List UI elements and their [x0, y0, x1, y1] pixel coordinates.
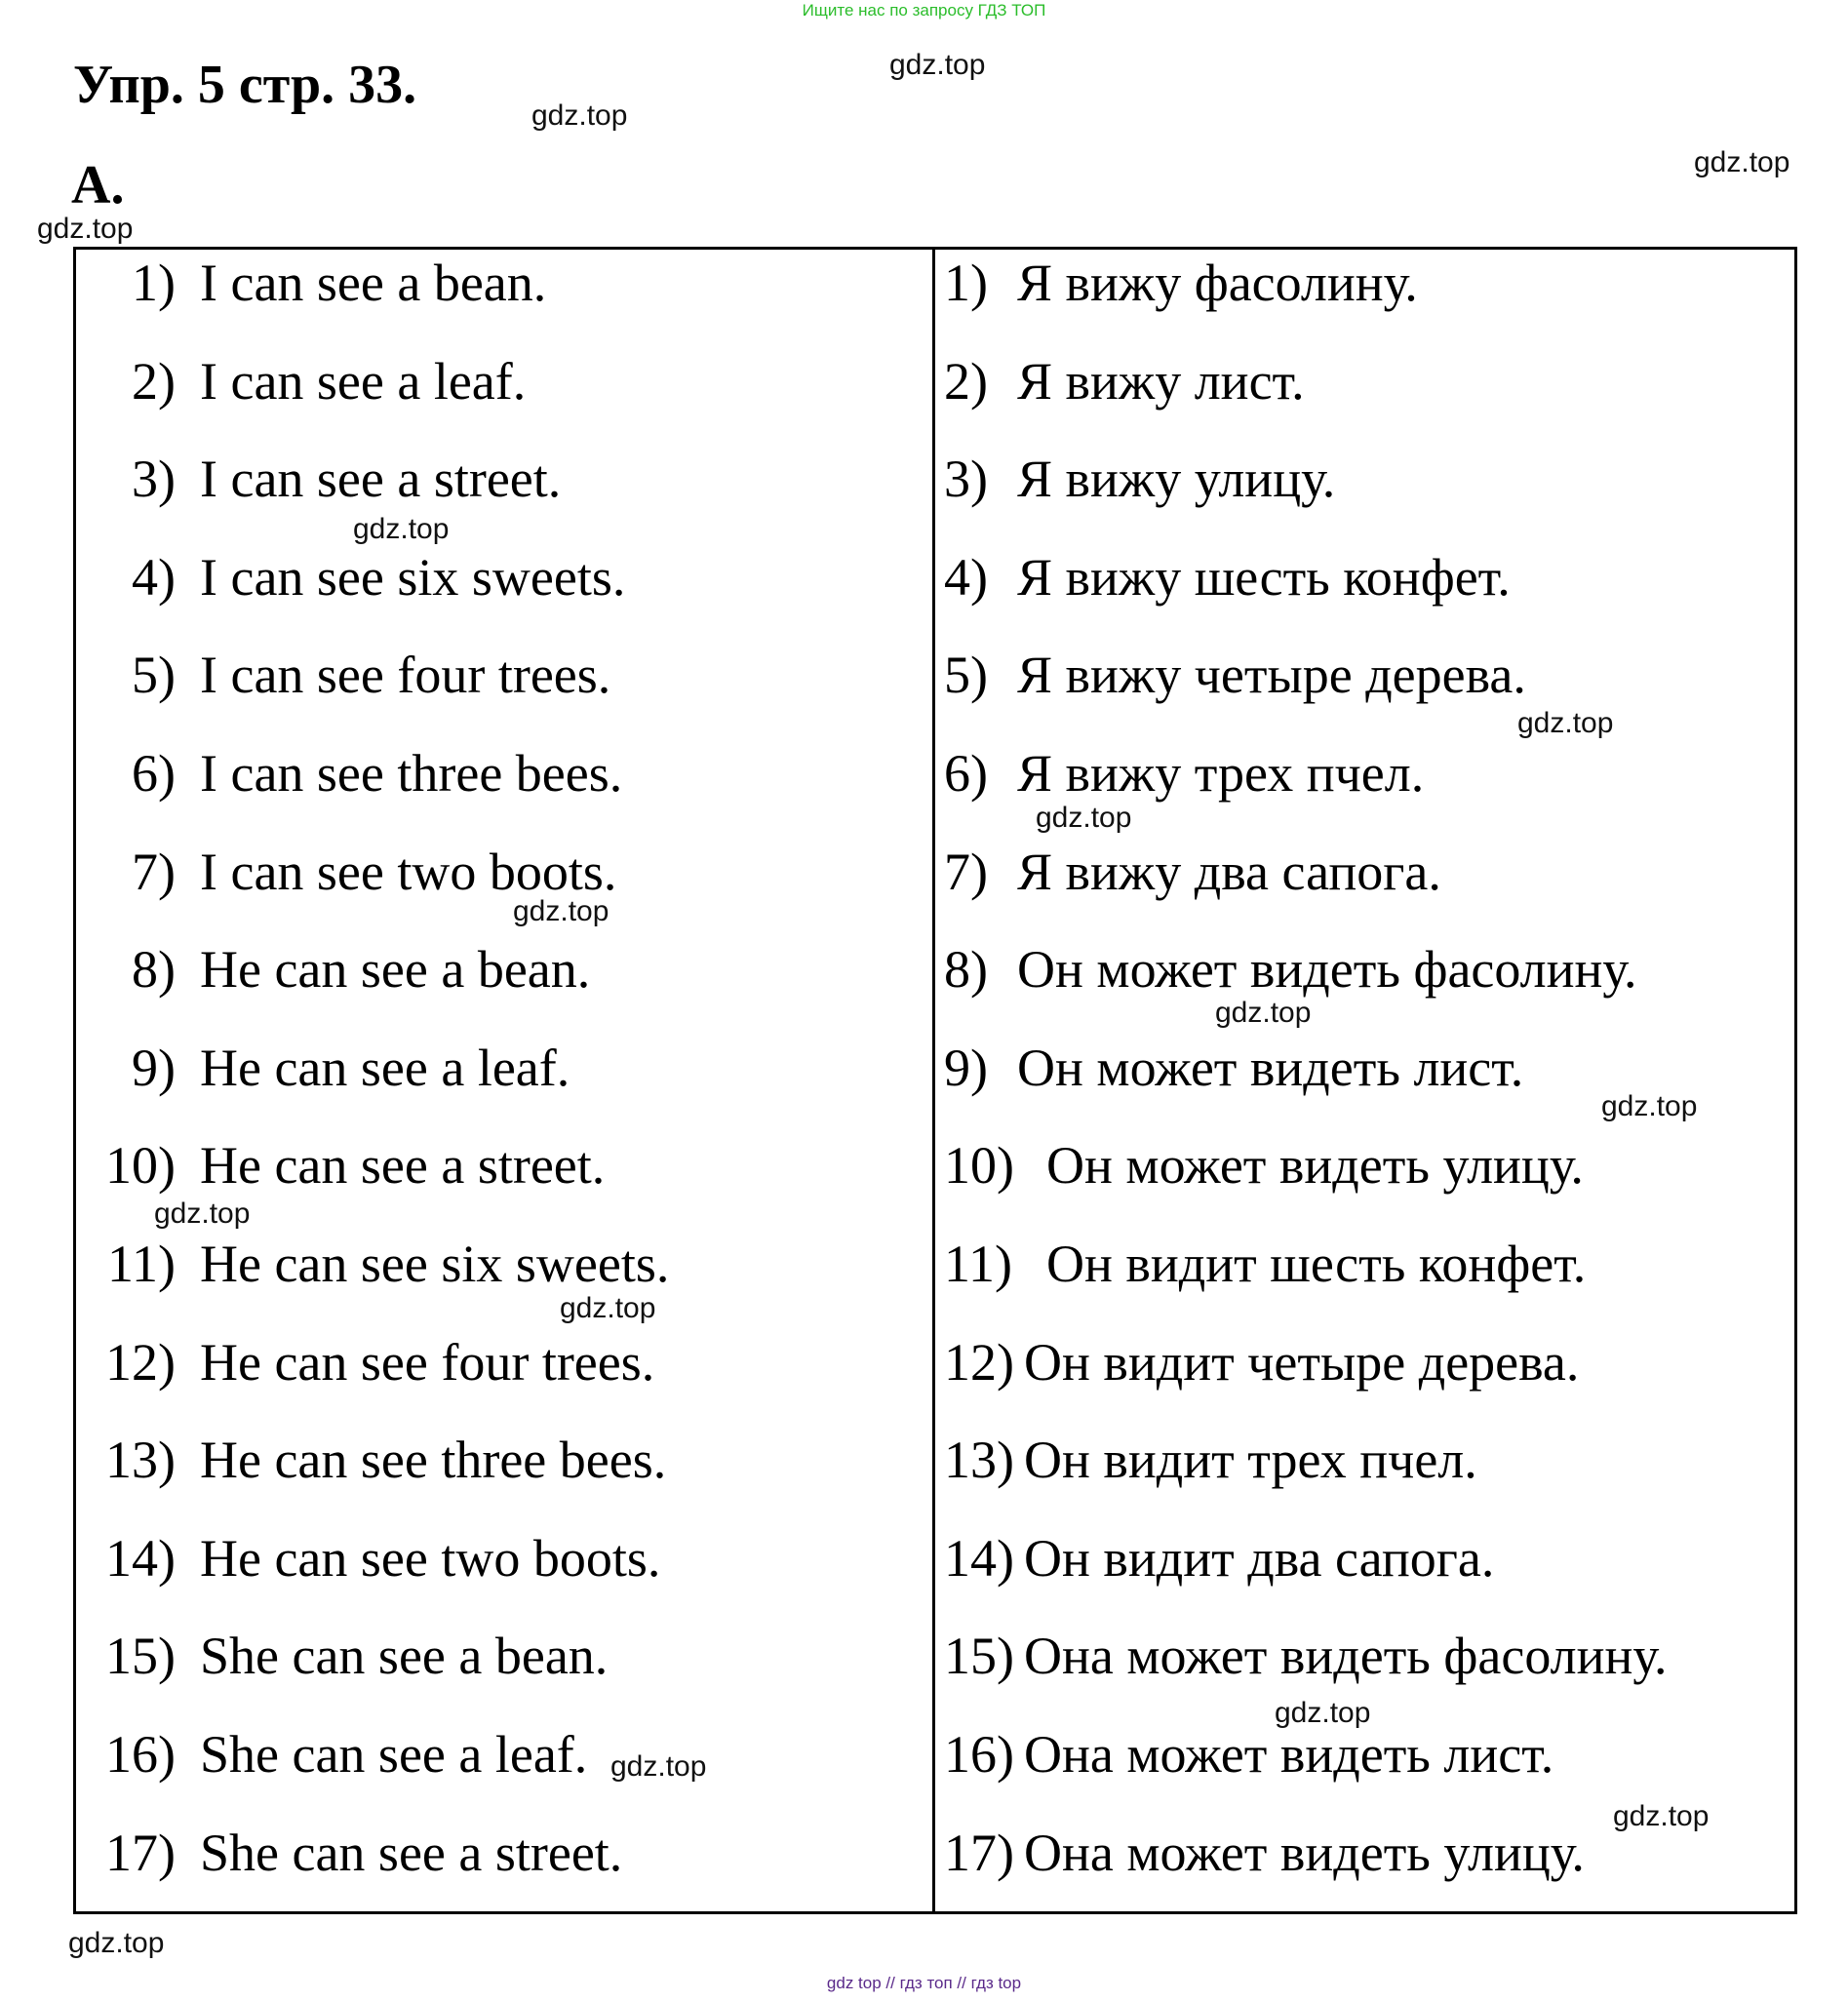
- watermark: gdz.top: [610, 1750, 707, 1783]
- item-number: 5): [944, 646, 988, 705]
- watermark: gdz.top: [68, 1927, 165, 1959]
- sentence-text: Он может видеть фасолину.: [1017, 940, 1637, 1000]
- sentence-text: He can see four trees.: [200, 1332, 655, 1392]
- item-number: 15): [105, 1627, 176, 1686]
- sentence-text: He can see two boots.: [200, 1528, 661, 1588]
- item-number: 17): [105, 1823, 176, 1882]
- sentence-text: Я вижу фасолину.: [1017, 254, 1418, 312]
- item-number: 7): [132, 842, 176, 901]
- item-number: 3): [132, 450, 176, 509]
- item-number: 6): [944, 744, 988, 803]
- sentence-text: I can see a street.: [200, 450, 562, 509]
- item-number: 13): [105, 1431, 176, 1490]
- sentence-text: I can see a leaf.: [200, 351, 527, 411]
- sentence-text: He can see a leaf.: [200, 1038, 570, 1097]
- item-number: 4): [132, 547, 176, 607]
- sentence-text: He can see six sweets.: [200, 1235, 670, 1293]
- item-number: 13): [944, 1431, 1014, 1490]
- watermark: gdz.top: [1215, 997, 1312, 1029]
- sentence-text: I can see three bees.: [200, 744, 623, 803]
- sentence-text: Я вижу трех пчел.: [1017, 744, 1425, 803]
- watermark: gdz.top: [154, 1197, 251, 1230]
- watermark: gdz.top: [1275, 1697, 1371, 1729]
- item-number: 4): [944, 547, 988, 607]
- sentence-text: Он может видеть улицу.: [1046, 1136, 1584, 1196]
- watermark: gdz.top: [1517, 707, 1614, 739]
- item-number: 11): [107, 1235, 176, 1293]
- sentence-text: He can see three bees.: [200, 1431, 667, 1490]
- sentence-text: Я вижу лист.: [1017, 351, 1305, 411]
- item-number: 16): [944, 1725, 1014, 1784]
- top-banner: Ищите нас по запросу ГДЗ ТОП: [802, 1, 1046, 20]
- item-number: 15): [944, 1627, 1014, 1686]
- sentence-text: Он может видеть лист.: [1017, 1038, 1524, 1097]
- footer: gdz top // гдз топ // гдз top: [826, 1974, 1022, 1992]
- page-title: Упр. 5 стр. 33.: [73, 55, 417, 115]
- sentence-text: Он видит шесть конфет.: [1046, 1235, 1587, 1293]
- sentence-text: Он видит четыре дерева.: [1024, 1332, 1580, 1392]
- item-number: 1): [944, 254, 988, 312]
- sentence-text: Я вижу четыре дерева.: [1017, 646, 1526, 705]
- item-number: 2): [132, 351, 176, 411]
- item-number: 8): [944, 940, 988, 1000]
- sentence-text: Она может видеть фасолину.: [1024, 1627, 1668, 1686]
- sentence-text: Я вижу два сапога.: [1017, 842, 1441, 901]
- sentence-text: She can see a bean.: [200, 1627, 609, 1686]
- item-number: 6): [132, 744, 176, 803]
- sentence-text: She can see a leaf.: [200, 1725, 588, 1784]
- item-number: 10): [944, 1136, 1014, 1196]
- item-number: 8): [132, 940, 176, 1000]
- sentence-text: Она может видеть улицу.: [1024, 1823, 1585, 1882]
- watermark: gdz.top: [560, 1292, 656, 1324]
- item-number: 14): [105, 1528, 176, 1588]
- sentence-text: I can see two boots.: [200, 842, 617, 901]
- sentence-text: Я вижу шесть конфет.: [1017, 547, 1511, 607]
- sentence-text: Я вижу улицу.: [1017, 450, 1336, 509]
- watermark: gdz.top: [353, 513, 450, 545]
- item-number: 17): [944, 1823, 1014, 1882]
- item-number: 5): [132, 646, 176, 705]
- sentence-text: I can see a bean.: [200, 254, 547, 312]
- item-number: 9): [132, 1038, 176, 1097]
- watermark: gdz.top: [513, 895, 609, 927]
- sentence-text: I can see six sweets.: [200, 547, 626, 607]
- item-number: 2): [944, 351, 988, 411]
- watermark: gdz.top: [889, 49, 986, 81]
- watermark: gdz.top: [1601, 1090, 1698, 1122]
- item-number: 14): [944, 1528, 1014, 1588]
- item-number: 16): [105, 1725, 176, 1784]
- sentence-text: Он видит два сапога.: [1024, 1528, 1495, 1588]
- sentence-text: She can see a street.: [200, 1823, 623, 1882]
- watermark: gdz.top: [37, 213, 134, 245]
- item-number: 12): [944, 1332, 1014, 1392]
- sentence-text: He can see a street.: [200, 1136, 606, 1196]
- item-number: 3): [944, 450, 988, 509]
- watermark: gdz.top: [531, 99, 628, 132]
- item-number: 12): [105, 1332, 176, 1392]
- item-number: 9): [944, 1038, 988, 1097]
- sentence-text: I can see four trees.: [200, 646, 611, 705]
- item-number: 1): [132, 254, 176, 312]
- watermark: gdz.top: [1613, 1800, 1710, 1832]
- item-number: 10): [105, 1136, 176, 1196]
- sentence-text: He can see a bean.: [200, 940, 591, 1000]
- sentence-text: Он видит трех пчел.: [1024, 1431, 1477, 1490]
- item-number: 7): [944, 842, 988, 901]
- item-number: 11): [944, 1235, 1012, 1293]
- column-divider: [932, 247, 935, 1914]
- watermark: gdz.top: [1694, 146, 1790, 178]
- section-label: A.: [71, 155, 125, 216]
- sentence-text: Она может видеть лист.: [1024, 1725, 1554, 1784]
- watermark: gdz.top: [1036, 802, 1132, 834]
